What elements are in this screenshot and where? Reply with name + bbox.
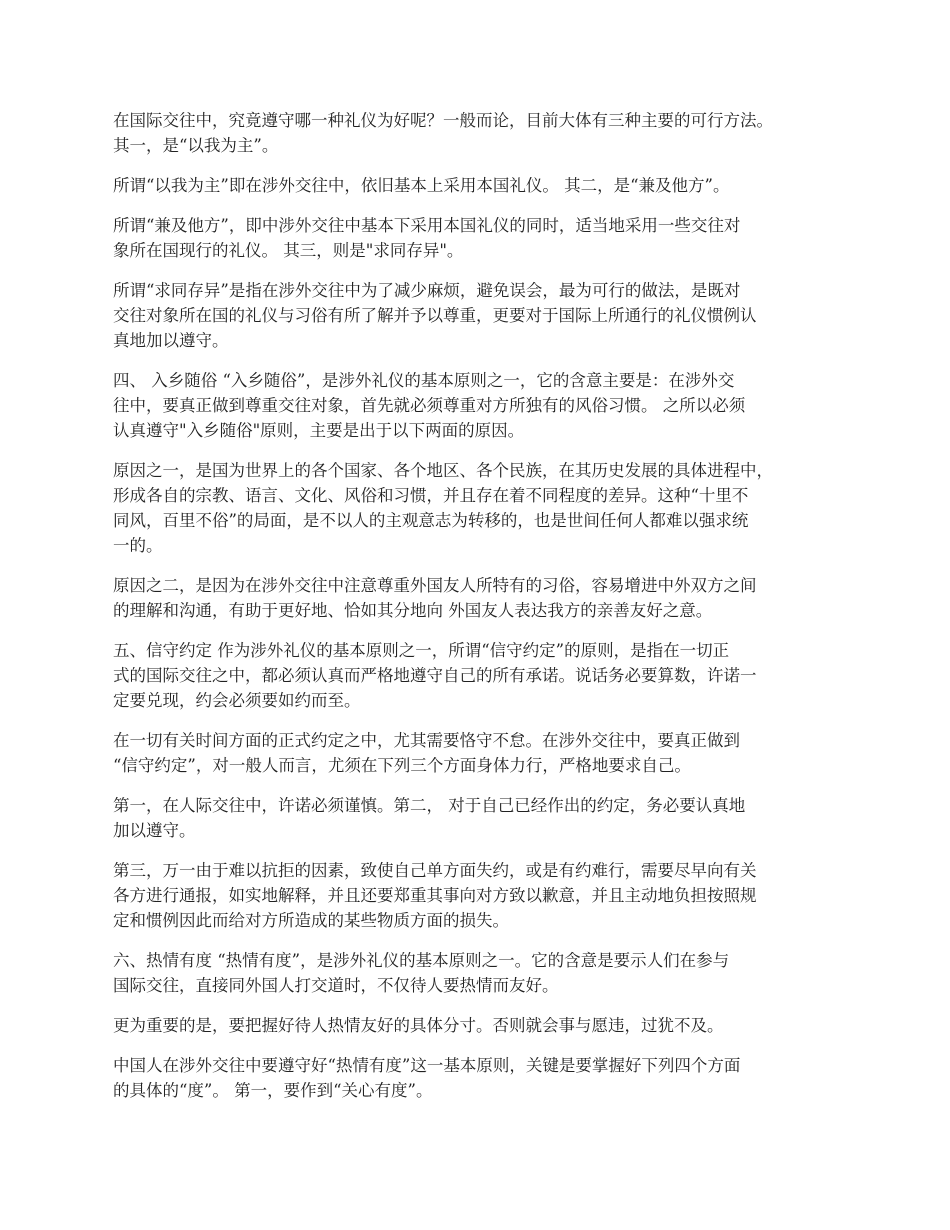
document-body [113,108,842,1103]
paragraph [113,858,842,933]
paragraph-line: 同风，百里不俗”的局面，是不以人的主观意志为转移的，也是世间任何人都难以强求统 [113,511,749,530]
paragraph-line: 式的国际交往之中，都必须认真而严格地遵守自己的所有承诺。说话务必要算数，许诺一 [113,666,757,685]
paragraph-line: 真地加以遵守。 [113,331,229,350]
paragraph-line: 在国际交往中，究竟遵守哪一种礼仪为好呢？一般而论，目前大体有三种主要的可行方法。 [113,111,773,130]
paragraph [113,638,842,713]
paragraph [113,173,842,198]
paragraph-line: 其一，是“以我为主”。 [113,136,279,155]
paragraph-line: 国际交往，直接同外国人打交道时，不仅待人要热情而友好。 [113,976,559,995]
paragraph [113,458,842,558]
paragraph-line: 更为重要的是，要把握好待人热情友好的具体分寸。否则就会事与愿违，过犹不及。 [113,1016,724,1035]
paragraph-line: 的具体的“度”。 第一，要作到“关心有度”。 [113,1081,433,1100]
paragraph [113,278,842,353]
paragraph-line: 六、热情有度 “热情有度”，是涉外礼仪的基本原则之一。它的含意是要示人们在参与 [113,951,730,970]
paragraph-line: 形成各自的宗教、语言、文化、风俗和习惯，并且存在着不同程度的差异。这种“十里不 [113,486,749,505]
paragraph-line: 第一，在人际交往中，许诺必须谨慎。第二， 对于自己已经作出的约定，务必要认真地 [113,796,746,815]
paragraph-line: 的理解和沟通，有助于更好地、恰如其分地向 外国友人表达我方的亲善友好之意。 [113,601,713,620]
paragraph-line: 所谓“以我为主”即在涉外交往中，依旧基本上采用本国礼仪。 其二，是“兼及他方”。 [113,176,730,195]
paragraph-line: 中国人在涉外交往中要遵守好“热情有度”这一基本原则，关键是要掌握好下列四个方面 [113,1056,741,1075]
paragraph-line: 原因之二，是因为在涉外交往中注意尊重外国友人所特有的习俗，容易增进中外双方之间 [113,576,757,595]
paragraph [113,1053,842,1103]
paragraph-line: 交往对象所在国的礼仪与习俗有所了解并予以尊重，更要对于国际上所通行的礼仪惯例认 [113,306,757,325]
paragraph-line: 五、信守约定 作为涉外礼仪的基本原则之一，所谓“信守约定”的原则，是指在一切正 [113,641,730,660]
paragraph-line: 一的。 [113,536,163,555]
paragraph-line: 定和惯例因此而给对方所造成的某些物质方面的损失。 [113,911,509,930]
paragraph [113,108,842,158]
paragraph-line: 第三，万一由于难以抗拒的因素，致使自己单方面失约，或是有约难行，需要尽早向有关 [113,861,757,880]
paragraph-line: 认真遵守"入乡随俗"原则，主要是出于以下两面的原因。 [113,421,525,440]
paragraph [113,948,842,998]
paragraph [113,213,842,263]
paragraph-line: 所谓“求同存异”是指在涉外交往中为了减少麻烦，避免误会，最为可行的做法，是既对 [113,281,741,300]
paragraph-line: 定要兑现，约会必须要如约而至。 [113,691,361,710]
paragraph [113,793,842,843]
paragraph [113,1013,842,1038]
paragraph [113,573,842,623]
paragraph-line: 所谓“兼及他方”，即中涉外交往中基本下采用本国礼仪的同时，适当地采用一些交往对 [113,216,741,235]
paragraph [113,728,842,778]
paragraph-line: 在一切有关时间方面的正式约定之中，尤其需要恪守不怠。在涉外交往中，要真正做到 [113,731,740,750]
paragraph-line: 原因之一，是国为世界上的各个国家、各个地区、各个民族，在其历史发展的具体进程中， [113,461,773,480]
paragraph-line: 往中，要真正做到尊重交往对象，首先就必须尊重对方所独有的风俗习惯。 之所以必须 [113,396,746,415]
paragraph-line: 各方进行通报，如实地解释，并且还要郑重其事向对方致以歉意，并且主动地负担按照规 [113,886,757,905]
paragraph [113,368,842,443]
paragraph-line: 加以遵守。 [113,821,196,840]
paragraph-line: “信守约定”，对一般人而言，尤须在下列三个方面身体力行，严格地要求自己。 [113,756,691,775]
paragraph-line: 象所在国现行的礼仪。 其三，则是"求同存异"。 [113,241,464,260]
paragraph-line: 四、 入乡随俗 “入乡随俗”，是涉外礼仪的基本原则之一，它的含意主要是：在涉外交 [113,371,735,390]
